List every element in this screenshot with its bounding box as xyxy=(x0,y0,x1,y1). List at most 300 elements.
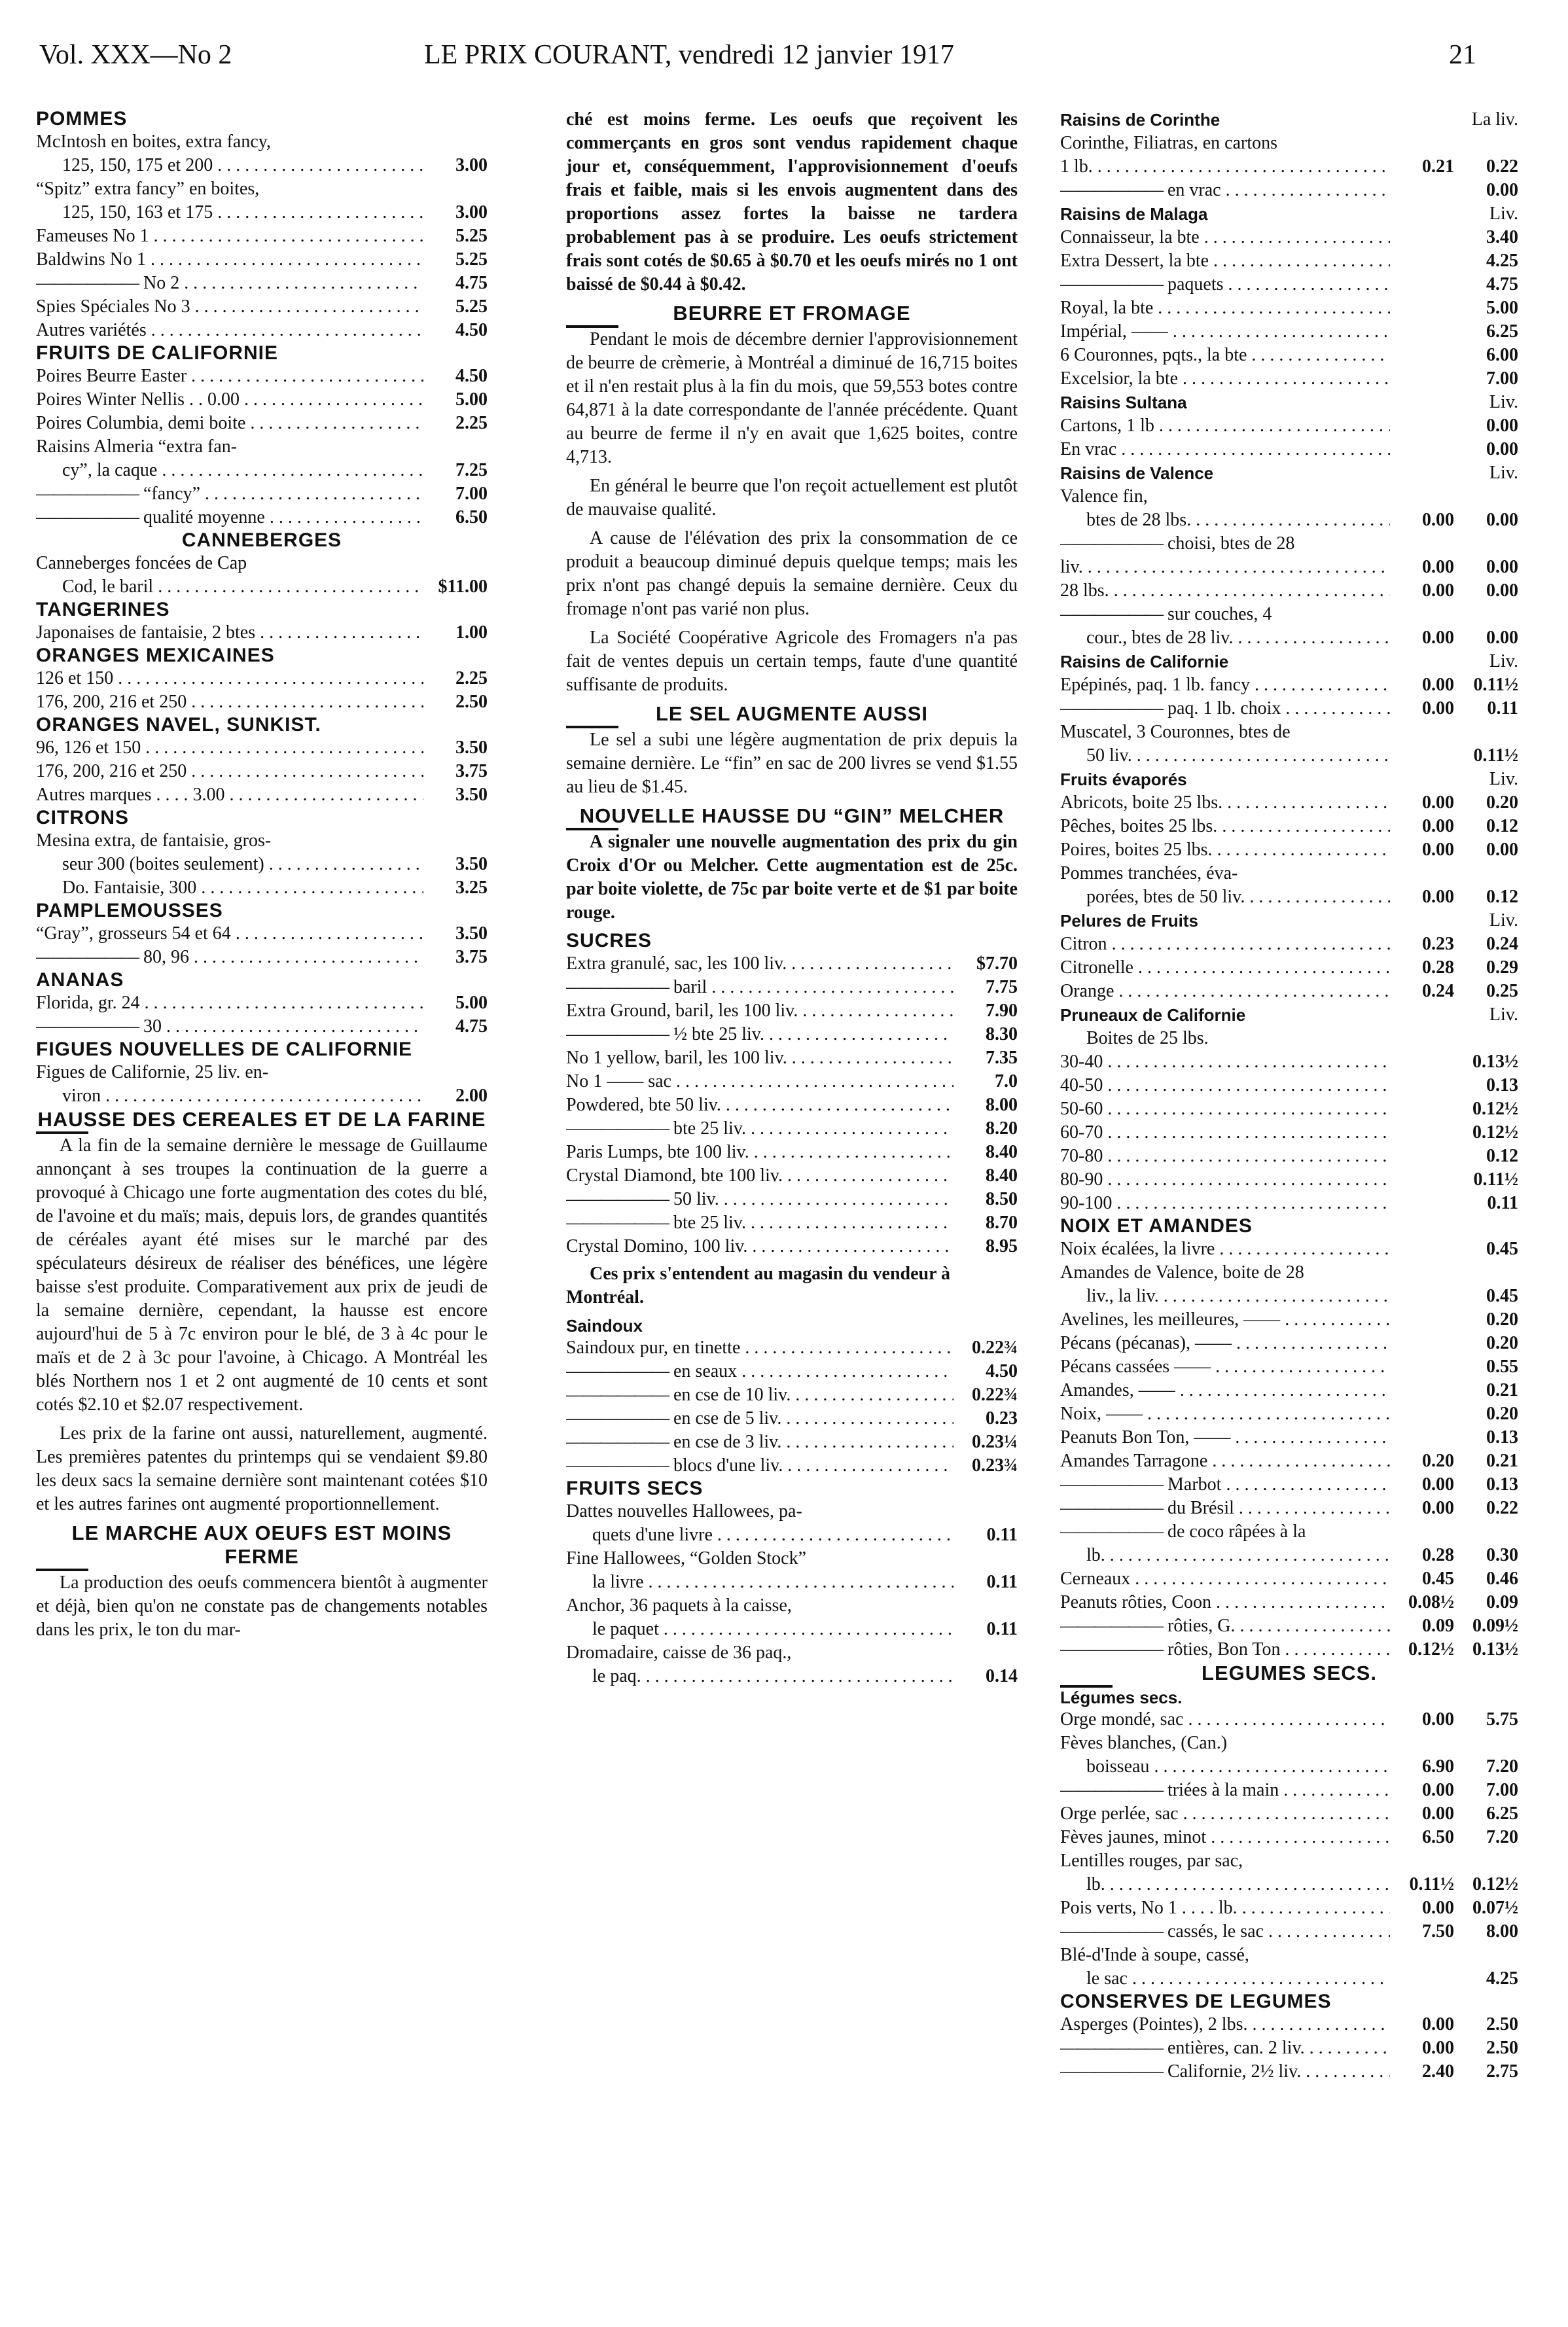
price-value-2: 0.30 xyxy=(1486,1545,1518,1565)
item-label: Poires Columbia, demi boite . . . xyxy=(36,412,423,435)
price-row xyxy=(566,1523,1018,1547)
price-row xyxy=(1060,1402,1518,1426)
price-value: 7.00 xyxy=(455,484,488,504)
item-label: Raisins de Californie xyxy=(1060,652,1229,671)
price-value-2: 3.40 xyxy=(1486,227,1518,247)
article-paragraph: En général le beurre que l'on reçoit actuellement est plutôt de mauvaise qualité. xyxy=(566,476,1018,520)
article-paragraph: A signaler une nouvelle augmentation des prix du gin Croix d'Or ou Melcher. Cette augmentation est de 25c. par boite violette, de 75c par boite verte et de $1 par boite rouge. xyxy=(566,832,1018,923)
item-label: —————— en cse de 3 liv. . . . xyxy=(566,1430,953,1454)
price-value: 3.50 xyxy=(455,923,488,944)
price-value: 5.25 xyxy=(455,296,488,317)
item-label: 90-100 . . . xyxy=(1060,1192,1390,1215)
price-value-2: 0.12 xyxy=(1486,816,1518,836)
price-row xyxy=(1060,1802,1518,1826)
price-row xyxy=(1060,1944,1518,1967)
item-label: Pelures de Fruits xyxy=(1060,911,1198,931)
price-value-2: 0.11½ xyxy=(1473,1169,1518,1190)
item-label: Powdered, bte 50 liv. . . . xyxy=(566,1093,953,1117)
item-label: McIntosh en boites, extra fancy, xyxy=(36,132,271,152)
price-row xyxy=(1060,1237,1518,1261)
price-value: 7.0 xyxy=(995,1071,1018,1092)
price-row xyxy=(1060,2036,1518,2060)
price-row xyxy=(1060,1355,1518,1379)
price-value: 7.35 xyxy=(986,1048,1018,1068)
subsection-heading: Légumes secs. xyxy=(1060,1688,1183,1707)
price-category-header xyxy=(1060,391,1518,414)
item-label: Raisins de Valence xyxy=(1060,463,1214,483)
item-label: Fèves blanches, (Can.) xyxy=(1060,1733,1228,1753)
item-label: cour., btes de 28 liv. . . . xyxy=(1060,626,1390,650)
item-label: le paq. . . . xyxy=(566,1665,953,1688)
price-row xyxy=(1060,1614,1518,1638)
price-row xyxy=(36,364,488,388)
price-value: 0.00 xyxy=(1422,1498,1454,1518)
price-value: 0.00 xyxy=(1422,1474,1454,1495)
price-row xyxy=(36,667,488,690)
item-label: —————— blocs d'une liv. . . . xyxy=(566,1454,953,1478)
item-label: boisseau . . . xyxy=(1060,1755,1390,1779)
section-heading: NOIX ET AMANDES xyxy=(1060,1215,1253,1237)
price-value-2: La liv. xyxy=(1471,109,1518,130)
price-value xyxy=(1390,344,1454,367)
price-value-2: 0.45 xyxy=(1486,1286,1518,1306)
price-row xyxy=(566,976,1018,999)
price-value: 0.11 xyxy=(986,1572,1018,1592)
price-value: 3.00 xyxy=(455,202,488,222)
item-label: 1 lb. . . . xyxy=(1060,155,1390,179)
price-row xyxy=(1060,1121,1518,1145)
item-label: Autres marques . . . . 3.00 . . . xyxy=(36,783,423,807)
item-label: No 1 —— sac . . . xyxy=(566,1070,953,1093)
price-value: 0.14 xyxy=(986,1666,1018,1686)
section-heading: ANANAS xyxy=(36,969,124,991)
price-value xyxy=(1390,414,1454,438)
item-label: 30-40 . . . xyxy=(1060,1050,1390,1074)
item-label: 50-60 . . . xyxy=(1060,1097,1390,1121)
price-value-2: 6.00 xyxy=(1486,345,1518,365)
price-row xyxy=(36,946,488,969)
price-value: 0.23¼ xyxy=(972,1432,1018,1452)
item-label: 50 liv. . . . xyxy=(1060,744,1390,768)
price-row xyxy=(1060,367,1518,391)
item-label: la livre . . . xyxy=(566,1571,953,1594)
item-label: Amandes de Valence, boite de 28 xyxy=(1060,1262,1304,1283)
article-heading: BEURRE ET FROMAGE xyxy=(673,302,911,325)
price-value: $7.70 xyxy=(976,953,1018,974)
price-row xyxy=(1060,1097,1518,1121)
price-category-header xyxy=(1060,909,1518,933)
item-label: liv. . . . xyxy=(1060,556,1390,579)
item-label: 126 et 150 . . . xyxy=(36,667,423,690)
price-value: 6.50 xyxy=(1422,1827,1454,1847)
price-value-2: 4.25 xyxy=(1486,1968,1518,1989)
price-row xyxy=(36,1061,488,1084)
price-value: 8.30 xyxy=(986,1024,1018,1044)
price-row xyxy=(1060,697,1518,720)
item-label: —————— Californie, 2½ liv. . . . xyxy=(1060,2060,1390,2084)
price-row xyxy=(1060,296,1518,320)
price-value xyxy=(1390,226,1454,249)
item-label: Anchor, 36 paquets à la caisse, xyxy=(566,1595,792,1616)
price-value-2: 0.00 xyxy=(1486,628,1518,648)
price-row xyxy=(36,272,488,295)
price-value-2: 0.13 xyxy=(1486,1075,1518,1095)
price-category-header xyxy=(1060,650,1518,673)
price-row xyxy=(1060,1826,1518,1849)
item-label: Raisins Sultana xyxy=(1060,393,1187,412)
price-row xyxy=(1060,344,1518,367)
price-category-header xyxy=(1060,1003,1518,1027)
price-row xyxy=(1060,1426,1518,1449)
price-value: 0.22¾ xyxy=(972,1338,1018,1358)
price-row xyxy=(1060,1145,1518,1168)
price-row xyxy=(1060,1591,1518,1614)
price-row xyxy=(1060,1967,1518,1991)
item-label: —————— triées à la main . . . xyxy=(1060,1779,1390,1802)
item-label: Impérial, —— . . . xyxy=(1060,320,1390,344)
price-row xyxy=(1060,1755,1518,1779)
item-label: Fèves jaunes, minot . . . xyxy=(1060,1826,1390,1849)
item-label: Citron . . . xyxy=(1060,933,1390,956)
price-value-2: 0.22 xyxy=(1486,1498,1518,1518)
item-label: Royal, la bte . . . xyxy=(1060,296,1390,320)
price-value: 2.50 xyxy=(455,692,488,712)
section-heading: FRUITS DE CALIFORNIE xyxy=(36,342,278,364)
price-row xyxy=(566,1454,1018,1478)
price-value: 3.75 xyxy=(455,761,488,781)
price-row xyxy=(1060,579,1518,603)
item-label: —————— 50 liv. . . . xyxy=(566,1188,953,1211)
price-row xyxy=(36,1015,488,1039)
section-heading: CITRONS xyxy=(36,807,129,828)
price-row xyxy=(1060,155,1518,179)
price-value-2: 0.09 xyxy=(1486,1592,1518,1612)
price-category-header xyxy=(1060,461,1518,485)
item-label: Extra Dessert, la bte . . . xyxy=(1060,249,1390,273)
price-value: 8.00 xyxy=(986,1095,1018,1115)
item-label: —————— baril . . . xyxy=(566,976,953,999)
item-label: Excelsior, la bte . . . xyxy=(1060,367,1390,391)
price-value: 4.75 xyxy=(455,1016,488,1037)
price-value xyxy=(1390,1192,1454,1215)
article-paragraph: Pendant le mois de décembre dernier l'approvisionnement de beurre de crèmerie, à Montréal a diminué de 16,715 boites et il n'en restait plus à la fin du mois, que 59,553 botes contre 64,871 à la date correspondante de l'année précédente. Quant au beurre de ferme il n'y en avait que 1,625 boites, contre 4,713. xyxy=(566,329,1018,467)
price-value-2: 0.13½ xyxy=(1472,1639,1518,1660)
price-value-2: 0.00 xyxy=(1486,840,1518,860)
item-label: Fine Hallowees, “Golden Stock” xyxy=(566,1548,807,1569)
item-label: Pruneaux de Californie xyxy=(1060,1005,1246,1025)
price-value: 8.50 xyxy=(986,1189,1018,1209)
price-value-2: Liv. xyxy=(1489,910,1518,931)
price-value xyxy=(1390,1097,1454,1121)
price-row xyxy=(36,575,488,599)
item-label: quets d'une livre . . . xyxy=(566,1523,953,1547)
item-label: 125, 150, 163 et 175 . . . xyxy=(36,201,423,224)
price-value: 2.00 xyxy=(455,1086,488,1106)
price-row xyxy=(1060,1896,1518,1920)
price-value-2: 5.75 xyxy=(1486,1709,1518,1730)
price-row xyxy=(566,1235,1018,1258)
price-value: 3.50 xyxy=(455,737,488,758)
item-label: Dattes nouvelles Hallowees, pa- xyxy=(566,1501,802,1521)
price-value: 2.25 xyxy=(455,668,488,688)
section-heading: PAMPLEMOUSSES xyxy=(36,900,223,921)
column-3 xyxy=(1060,108,1518,2084)
price-value xyxy=(1390,108,1454,132)
price-row xyxy=(1060,1779,1518,1802)
item-label: Connaisseur, la bte . . . xyxy=(1060,226,1390,249)
item-label: le paquet . . . xyxy=(566,1618,953,1641)
item-label: lb. . . . xyxy=(1060,1873,1390,1896)
item-label: Blé-d'Inde à soupe, cassé, xyxy=(1060,1945,1249,1965)
price-value: 0.20 xyxy=(1422,1451,1454,1471)
price-value xyxy=(1390,461,1454,485)
item-label: —————— entières, can. 2 liv. . . . xyxy=(1060,2036,1390,2060)
price-row xyxy=(1060,1192,1518,1215)
price-row xyxy=(36,201,488,224)
price-value: 3.50 xyxy=(455,785,488,805)
price-row xyxy=(36,876,488,900)
item-label: Amandes Tarragone . . . xyxy=(1060,1449,1390,1473)
price-category-header xyxy=(1060,108,1518,132)
item-label: —————— ½ bte 25 liv. . . . xyxy=(566,1023,953,1046)
price-value-2: 0.13 xyxy=(1486,1427,1518,1448)
article-paragraph: Le sel a subi une légère augmentation de prix depuis la semaine dernière. Le “fin” en sac de 200 livres se vend $1.55 au lieu de $1.45. xyxy=(566,730,1018,797)
price-value xyxy=(1390,1402,1454,1426)
price-value xyxy=(1390,909,1454,933)
item-label: —————— bte 25 liv. . . . xyxy=(566,1117,953,1141)
price-value: 4.50 xyxy=(455,366,488,386)
price-row xyxy=(36,177,488,201)
price-row xyxy=(1060,508,1518,532)
price-row xyxy=(36,853,488,876)
price-value xyxy=(1390,249,1454,273)
price-value: 5.25 xyxy=(455,249,488,270)
item-label: 28 lbs. . . . xyxy=(1060,579,1390,603)
price-value-2: 0.12½ xyxy=(1472,1122,1518,1143)
price-value: 0.22¾ xyxy=(972,1385,1018,1405)
item-label: Amandes, —— . . . xyxy=(1060,1379,1390,1402)
item-label: —————— No 2 . . . xyxy=(36,272,423,295)
price-row xyxy=(566,1211,1018,1235)
price-value-2: 2.50 xyxy=(1486,2038,1518,2058)
price-value-2: 4.25 xyxy=(1486,251,1518,271)
price-row xyxy=(1060,744,1518,768)
price-value-2: 4.75 xyxy=(1486,274,1518,294)
price-value xyxy=(1390,1003,1454,1027)
price-value-2: 8.00 xyxy=(1486,1921,1518,1942)
item-label: “Spitz” extra fancy” en boites, xyxy=(36,179,260,199)
price-row xyxy=(36,154,488,177)
article-heading: NOUVELLE HAUSSE DU “GIN” MELCHER xyxy=(579,804,1005,827)
price-value xyxy=(1390,367,1454,391)
item-label: Pécans cassées —— . . . xyxy=(1060,1355,1390,1379)
price-row xyxy=(1060,1520,1518,1544)
item-label: Muscatel, 3 Couronnes, btes de xyxy=(1060,722,1291,742)
item-label: viron . . . xyxy=(36,1084,423,1108)
price-row xyxy=(1060,1638,1518,1661)
price-value-2: 7.20 xyxy=(1486,1827,1518,1847)
item-label: cy”, la caque . . . xyxy=(36,459,423,482)
price-value: 0.23 xyxy=(1422,934,1454,954)
price-value-2: 0.12 xyxy=(1486,887,1518,907)
price-row xyxy=(36,248,488,272)
price-note: Ces prix s'entendent au magasin du vendeur à Montréal. xyxy=(566,1264,951,1307)
section-heading: CANNEBERGES xyxy=(181,529,342,551)
price-row xyxy=(1060,1261,1518,1285)
price-value-2: Liv. xyxy=(1489,204,1518,224)
price-value-2: 0.45 xyxy=(1486,1239,1518,1259)
price-row xyxy=(566,1023,1018,1046)
price-value: 0.00 xyxy=(1422,1898,1454,1918)
price-row xyxy=(1060,1379,1518,1402)
price-row xyxy=(1060,885,1518,909)
price-value xyxy=(1390,1355,1454,1379)
item-label: —————— en seaux . . . xyxy=(566,1360,953,1383)
price-value-2: 0.20 xyxy=(1486,1309,1518,1330)
section-heading: FRUITS SECS xyxy=(566,1478,704,1499)
item-label: Paris Lumps, bte 100 liv. . . . xyxy=(566,1141,953,1164)
price-value: 0.00 xyxy=(1422,580,1454,601)
price-value: 2.40 xyxy=(1422,2061,1454,2082)
price-value: 0.00 xyxy=(1422,1803,1454,1824)
price-value-2: 0.00 xyxy=(1486,439,1518,459)
price-value: 4.50 xyxy=(455,320,488,340)
price-value-2: 0.46 xyxy=(1486,1569,1518,1589)
price-value xyxy=(1390,320,1454,344)
price-value: 0.11 xyxy=(986,1525,1018,1545)
price-value: 5.25 xyxy=(455,226,488,246)
price-value: 8.70 xyxy=(986,1213,1018,1233)
price-value-2: 0.07½ xyxy=(1472,1898,1518,1918)
price-value-2: 0.09½ xyxy=(1472,1616,1518,1636)
item-label: —————— de coco râpées à la xyxy=(1060,1520,1518,1544)
item-label: —————— Marbot . . . xyxy=(1060,1473,1390,1497)
price-value: 0.11 xyxy=(986,1619,1018,1639)
price-row xyxy=(1060,956,1518,980)
price-row xyxy=(1060,438,1518,461)
price-row xyxy=(1060,1473,1518,1497)
price-value-2: 0.12½ xyxy=(1472,1099,1518,1119)
price-value-2: 0.11½ xyxy=(1473,675,1518,695)
price-row xyxy=(36,552,488,575)
price-row xyxy=(566,1407,1018,1430)
price-row xyxy=(36,736,488,760)
item-label: Crystal Diamond, bte 100 liv. . . . xyxy=(566,1164,953,1188)
item-label: Lentilles rouges, par sac, xyxy=(1060,1851,1243,1871)
price-row xyxy=(566,1383,1018,1407)
item-label: —————— choisi, btes de 28 xyxy=(1060,532,1518,556)
item-label: Extra Ground, baril, les 100 liv. . . . xyxy=(566,999,953,1023)
price-value: 1.00 xyxy=(455,622,488,643)
price-value: 6.90 xyxy=(1422,1756,1454,1777)
price-row xyxy=(36,224,488,248)
price-value xyxy=(1390,650,1454,673)
price-row xyxy=(1060,226,1518,249)
price-row xyxy=(566,1141,1018,1164)
item-label: Crystal Domino, 100 liv. . . . xyxy=(566,1235,953,1258)
price-value xyxy=(1390,296,1454,320)
item-label: 176, 200, 216 et 250 . . . xyxy=(36,690,423,714)
item-label: btes de 28 lbs. . . . xyxy=(1060,508,1390,532)
price-value-2: 0.11½ xyxy=(1473,745,1518,766)
price-row xyxy=(36,991,488,1015)
price-row xyxy=(1060,603,1518,626)
price-row xyxy=(36,1084,488,1108)
item-label: Epépinés, paq. 1 lb. fancy . . . xyxy=(1060,673,1390,697)
price-value-2: 0.12½ xyxy=(1472,1874,1518,1894)
price-value-2: 0.24 xyxy=(1486,934,1518,954)
price-value: 0.00 xyxy=(1422,510,1454,530)
price-value: 0.00 xyxy=(1422,698,1454,719)
item-label: Noix écalées, la livre . . . xyxy=(1060,1237,1390,1261)
subsection-heading: Saindoux xyxy=(566,1316,643,1336)
item-label: “Gray”, grosseurs 54 et 64 . . . xyxy=(36,922,423,946)
item-label: 80-90 . . . xyxy=(1060,1168,1390,1192)
page-number: 21 xyxy=(1449,40,1476,70)
section-heading: ORANGES NAVEL, SUNKIST. xyxy=(36,714,321,736)
price-value-2: 0.00 xyxy=(1486,557,1518,577)
item-label: 40-50 . . . xyxy=(1060,1074,1390,1097)
item-label: 96, 126 et 150 . . . xyxy=(36,736,423,760)
price-value: 0.09 xyxy=(1422,1616,1454,1636)
price-value: 0.00 xyxy=(1422,887,1454,907)
price-category-header xyxy=(1060,202,1518,226)
article-paragraph: A la fin de la semaine dernière le message de Guillaume annonçant à ses troupes la continuation de la guerre a provoqué à Chicago une forte augmentation des cotes du blé, de l'avoine et du maïs; mais, depuis lors, de grandes quantités de céréales ayant été mises sur le marché par des spéculateurs désireux de réaliser des bénéfices, une légère baisse s'est produite. Comparativement aux prix de jeudi de la semaine dernière, cependant, la hausse est encore aujourd'hui de 5 à 7c environ pour le blé, de 3 à 4c pour le maïs et de 2 à 3c pour l'avoine, à Chicago. A Montréal les blés Northern nos 1 et 2 ont augmenté de 10 cents et sont cotés $2.10 et $2.07 respectivement. xyxy=(36,1135,488,1415)
price-value: 0.00 xyxy=(1422,1709,1454,1730)
price-value xyxy=(1390,1237,1454,1261)
section-heading: POMMES xyxy=(36,108,128,130)
item-label: Baldwins No 1 . . . xyxy=(36,248,423,272)
price-value xyxy=(1390,273,1454,296)
price-row xyxy=(1060,1168,1518,1192)
price-value-2: 0.00 xyxy=(1486,580,1518,601)
item-label: Autres variétés . . . xyxy=(36,319,423,342)
price-value-2: Liv. xyxy=(1489,769,1518,789)
price-value-2: 0.20 xyxy=(1486,1333,1518,1353)
price-row xyxy=(36,482,488,506)
price-row xyxy=(1060,273,1518,296)
item-label: 70-80 . . . xyxy=(1060,1145,1390,1168)
price-row xyxy=(1060,1920,1518,1944)
price-row xyxy=(1060,320,1518,344)
price-value-2: 7.20 xyxy=(1486,1756,1518,1777)
price-row xyxy=(1060,556,1518,579)
price-value-2: 5.00 xyxy=(1486,298,1518,318)
article-heading: LE SEL AUGMENTE AUSSI xyxy=(655,702,928,725)
article-paragraph: Les prix de la farine ont aussi, naturellement, augmenté. Les premières patentes du printemps qui se vendaient $9.80 les deux sacs la semaine dernière sont maintenant cotées $10 et les autres farines ont augmenté proportionnellement. xyxy=(36,1423,488,1514)
item-label: Raisins de Corinthe xyxy=(1060,110,1221,130)
price-value: 8.20 xyxy=(986,1118,1018,1139)
item-label: Pois verts, No 1 . . . . lb. . . . xyxy=(1060,1896,1390,1920)
price-row xyxy=(566,1360,1018,1383)
price-row xyxy=(1060,673,1518,697)
price-value: 7.50 xyxy=(1422,1921,1454,1942)
price-row xyxy=(566,1117,1018,1141)
price-value-2: 0.13½ xyxy=(1472,1052,1518,1072)
price-value-2: 0.21 xyxy=(1486,1451,1518,1471)
item-label: liv., la liv. . . . xyxy=(1060,1285,1390,1308)
price-row xyxy=(36,412,488,435)
price-value-2: 0.55 xyxy=(1486,1357,1518,1377)
price-row xyxy=(36,922,488,946)
price-value-2: 0.20 xyxy=(1486,1404,1518,1424)
item-label: No 1 yellow, baril, les 100 liv. . . . xyxy=(566,1046,953,1070)
price-value: 0.00 xyxy=(1422,816,1454,836)
volume-number: Vol. XXX—No 2 xyxy=(39,40,232,70)
item-label: Poires, boites 25 lbs. . . . xyxy=(1060,838,1390,862)
item-label: Florida, gr. 24 . . . xyxy=(36,991,423,1015)
item-label: Spies Spéciales No 3 . . . xyxy=(36,295,423,319)
